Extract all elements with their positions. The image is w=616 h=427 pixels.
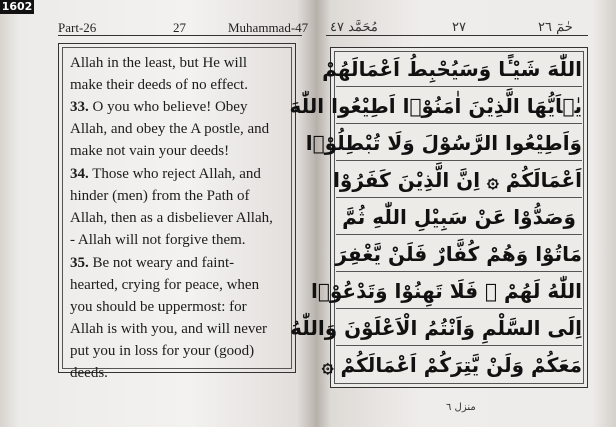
text-line: make their deeds of no effect.: [70, 77, 248, 93]
header-rule: [58, 35, 302, 36]
text-line: Be not weary and faint-: [88, 255, 235, 271]
text-line: you should be uppermost: for: [70, 299, 247, 315]
text-line: Allah is with you, and will never: [70, 321, 268, 337]
verse-35: [70, 252, 292, 384]
arabic-line: وَاَطِيْعُوا الرَّسُوْلَ وَلَا تُبْطِلُوْۤا: [336, 127, 582, 161]
verse-number: 33.: [70, 99, 89, 115]
text-line: hinder (men) from the Path of: [70, 188, 250, 204]
text-line: Allah, then as a disbeliever Allah,: [70, 210, 273, 226]
text-line: make not vain your deeds!: [70, 143, 230, 159]
arabic-page-number: ٢٧: [452, 20, 466, 35]
text-line: Those who reject Allah, and: [88, 166, 261, 182]
page-number: 27: [173, 20, 186, 35]
arabic-line: يٰۤاَيُّهَا الَّذِيْنَ اٰمَنُوْۤا اَطِيْعُوا اللّٰهَ: [336, 90, 582, 124]
paragraph-continuation: [70, 52, 292, 96]
arabic-line: اَعْمَالَكُمْ ۞ اِنَّ الَّذِيْنَ كَفَرُوْا: [336, 164, 582, 198]
arabic-line: اللّٰهَ شَيْـًٔا وَسَيُحْبِطُ اَعْمَالَهُمْ: [336, 53, 582, 87]
verse-number: 34.: [70, 166, 89, 182]
text-line: deeds.: [70, 365, 108, 381]
manzil-footer: منزل ٦: [446, 402, 476, 413]
verse-34: [70, 163, 292, 251]
text-line: hearted, crying for peace, when: [70, 277, 260, 293]
arabic-line: مَاتُوْا وَهُمْ كُفَّارٌ فَلَنْ يَّغْفِرَ: [336, 238, 582, 272]
page-number-badge: 1602: [1, 0, 33, 13]
verse-number: 35.: [70, 255, 89, 271]
arabic-line: اِلَى السَّلْمِ وَاَنْتُمُ الْاَعْلَوْنَ وَاللّٰهُ: [336, 312, 582, 346]
text-line: Allah in the least, but He will: [70, 55, 248, 71]
text-line: - Allah will not forgive them.: [70, 232, 246, 248]
arabic-part-label: حٰمٓ ٢٦: [538, 20, 573, 35]
text-line: O you who believe! Obey: [88, 99, 248, 115]
verse-33: [70, 96, 292, 162]
arabic-line: مَعَكُمْ وَلَنْ يَّتِرَكُمْ اَعْمَالَكُمْ ۞: [321, 353, 582, 377]
arabic-line: وَصَدُّوْا عَنْ سَبِيْلِ اللّٰهِ ثُمَّ: [336, 201, 582, 235]
surah-label: Muhammad-47: [228, 20, 309, 35]
arabic-line: اللّٰهُ لَهُمْ ۞ فَلَا تَهِنُوْا وَتَدْعُوْۤا: [336, 275, 582, 309]
part-label: Part-26: [58, 20, 97, 35]
header-rule: [326, 35, 588, 36]
text-line: Allah, and obey the A postle, and: [70, 121, 270, 137]
arabic-surah-label: مُحَمَّد ٤٧: [330, 20, 378, 35]
text-line: put you in loss for your (good): [70, 343, 255, 359]
